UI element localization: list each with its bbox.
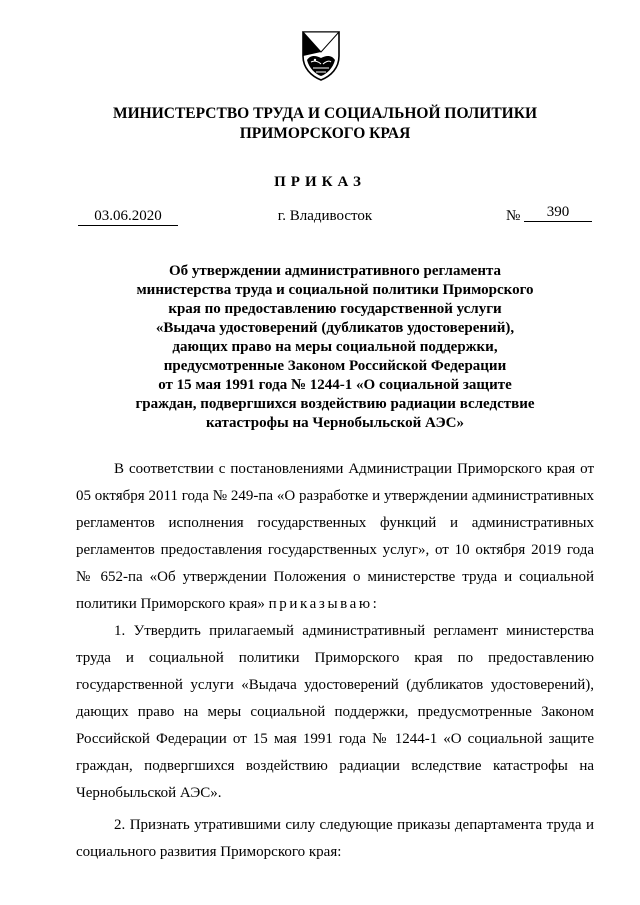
- order-date: 03.06.2020: [78, 207, 178, 226]
- ministry-line-2: ПРИМОРСКОГО КРАЯ: [239, 125, 411, 142]
- ministry-line-1: МИНИСТЕРСТВО ТРУДА И СОЦИАЛЬНОЙ ПОЛИТИКИ: [112, 105, 538, 122]
- document-title: [100, 262, 570, 433]
- document-body: [76, 456, 594, 866]
- paragraph-preamble: [76, 456, 594, 618]
- document-title-line: от 15 мая 1991 года № 1244-1 «О социальной защите: [158, 377, 512, 393]
- order-number-label: №: [506, 208, 521, 224]
- order-title: ПРИКАЗ: [274, 174, 366, 190]
- preamble-text: В соответствии с постановлениями Администрации Приморского края от 05 октября 2011 года № 249-па «О разработке и утверждении административных регламентов исполнения государственных функций и административных регламентов предоставления государственных услуг», от 10 октября 2019 года № 652-па «Об утверждении Положения о министерстве труда и социальной политики Приморского края»: [76, 461, 594, 612]
- paragraph-item-1: 1. Утвердить прилагаемый административный регламент министерства труда и социальной политики Приморского края по предоставлению государственной услуги «Выдача удостоверений (дубликатов удостоверений), дающих право на меры социальной поддержки, предусмотренные Законом Российской Федерации от 15 мая 1991 года № 1244-1 «О социальной защите граждан, подвергшихся воздействию радиации вследствие катастрофы на Чернобыльской АЭС».: [76, 623, 594, 801]
- order-directive: приказываю:: [268, 596, 380, 612]
- document-title-line: министерства труда и социальной политики Приморского: [136, 282, 534, 298]
- paragraph-item-2: 2. Признать утратившими силу следующие приказы департамента труда и социального развития Приморского края:: [76, 817, 594, 860]
- document-title-line: предусмотренные Законом Российской Федерации: [163, 358, 507, 374]
- document-title-line: края по предоставлению государственной услуги: [168, 301, 502, 317]
- coat-of-arms-icon: [301, 30, 341, 82]
- document-title-line: катастрофы на Чернобыльской АЭС»: [205, 415, 465, 431]
- order-city: г. Владивосток: [277, 208, 373, 224]
- document-title-line: граждан, подвергшихся воздействию радиации вследствие: [135, 396, 535, 412]
- ministry-name: [60, 104, 590, 144]
- document-title-line: «Выдача удостоверений (дубликатов удостоверений),: [155, 320, 515, 336]
- document-title-line: дающих право на меры социальной поддержки,: [172, 339, 498, 355]
- document-title-line: Об утверждении административного регламента: [168, 263, 502, 279]
- order-number: 390: [524, 203, 592, 222]
